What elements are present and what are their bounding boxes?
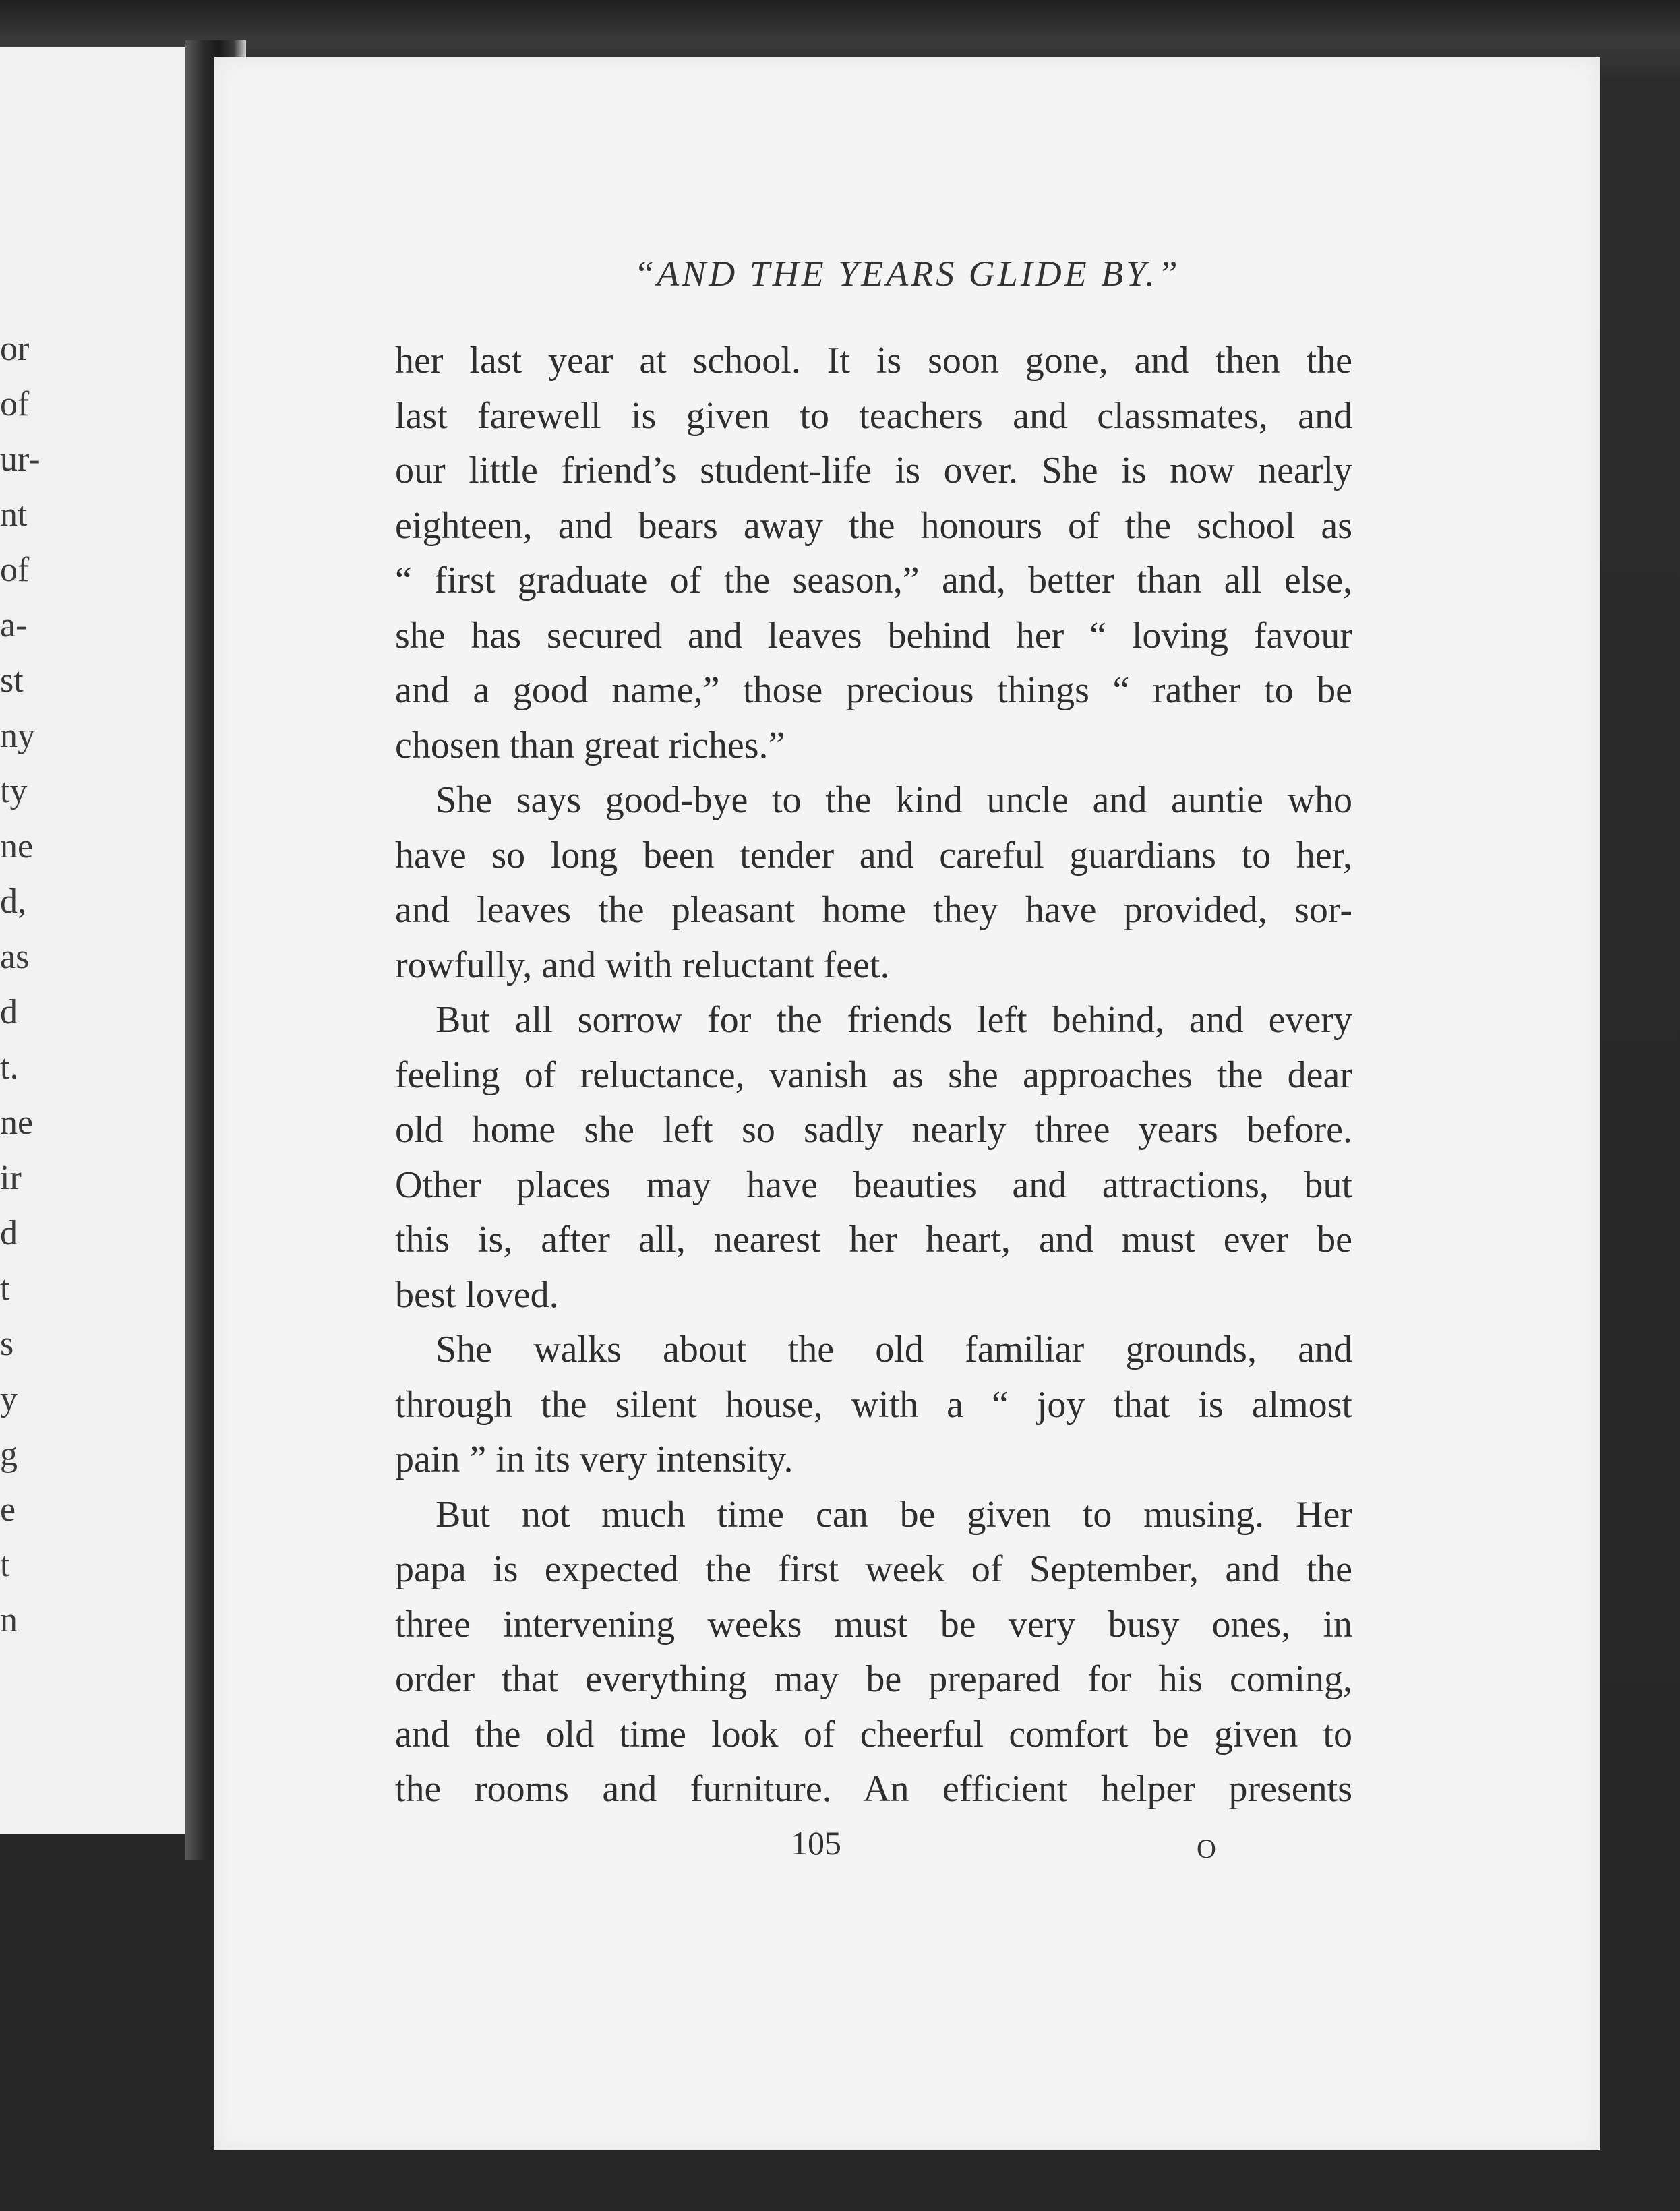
- body-text: [395, 334, 1352, 1817]
- text-line: through the silent house, with a “ joy that is almost: [395, 1383, 1352, 1426]
- left-fragment: a-: [0, 606, 28, 644]
- left-fragment: y: [0, 1380, 18, 1418]
- left-fragment: ir: [0, 1159, 22, 1197]
- left-fragment: e: [0, 1490, 16, 1529]
- left-fragment: nt: [0, 495, 28, 534]
- left-fragment: as: [0, 938, 30, 976]
- signature-mark: O: [1197, 1834, 1216, 1864]
- text-line: pain ” in its very intensity.: [395, 1438, 793, 1480]
- text-line: three intervening weeks must be very busy ones, in: [395, 1603, 1352, 1645]
- text-line: our little friend’s student-life is over. She is now nearly: [395, 450, 1352, 491]
- left-fragment: ne: [0, 1103, 34, 1142]
- left-page-fragment: [0, 47, 185, 1834]
- text-line: rowfully, and with reluctant feet.: [395, 944, 890, 986]
- left-fragment: g: [0, 1435, 18, 1474]
- left-fragment: ty: [0, 772, 28, 810]
- left-fragment: t.: [0, 1048, 19, 1087]
- text-line: She walks about the old familiar grounds, and: [436, 1329, 1352, 1370]
- left-fragment: t: [0, 1546, 10, 1584]
- left-fragment: d: [0, 1214, 18, 1252]
- left-fragment: st: [0, 661, 24, 700]
- left-fragment: ny: [0, 717, 35, 755]
- left-fragment: t: [0, 1269, 10, 1308]
- text-line: But not much time can be given to musing. Her: [436, 1493, 1352, 1536]
- book-page: [214, 57, 1600, 2150]
- text-line: “ first graduate of the season,” and, better than all else,: [395, 559, 1352, 601]
- text-line: and leaves the pleasant home they have provided, sor-: [395, 889, 1352, 931]
- text-line: last farewell is given to teachers and classmates, and: [395, 394, 1352, 437]
- left-fragment: of: [0, 385, 30, 423]
- text-line: papa is expected the first week of September, and the: [395, 1548, 1352, 1590]
- text-line: have so long been tender and careful guardians to her,: [395, 834, 1352, 876]
- text-line: Other places may have beauties and attractions, but: [395, 1163, 1352, 1206]
- page-number: 105: [791, 1824, 841, 1862]
- text-line: old home she left so sadly nearly three years before.: [395, 1109, 1352, 1151]
- text-line: and the old time look of cheerful comfort be given to: [395, 1713, 1352, 1755]
- left-fragment: d: [0, 993, 18, 1031]
- text-line: feeling of reluctance, vanish as she approaches the dear: [395, 1054, 1352, 1096]
- text-line: chosen than great riches.”: [395, 724, 785, 766]
- text-line: the rooms and furniture. An efficient helper presents: [395, 1768, 1352, 1810]
- left-fragment: or: [0, 330, 30, 368]
- text-line: and a good name,” those precious things “ rather to be: [395, 669, 1352, 711]
- left-fragment: ne: [0, 827, 34, 866]
- text-line: best loved.: [395, 1273, 559, 1316]
- left-fragment: of: [0, 551, 30, 589]
- left-fragment: n: [0, 1601, 18, 1639]
- text-line: She says good-bye to the kind uncle and auntie who: [436, 779, 1352, 821]
- left-fragment: ur-: [0, 440, 40, 479]
- text-line: eighteen, and bears away the honours of the school as: [395, 504, 1352, 547]
- text-line: she has secured and leaves behind her “ loving favour: [395, 614, 1352, 657]
- text-line: her last year at school. It is soon gone, and then the: [395, 340, 1352, 382]
- running-head: “AND THE YEARS GLIDE BY.”: [634, 253, 1180, 294]
- text-line: this is, after all, nearest her heart, and must ever be: [395, 1219, 1352, 1261]
- text-line: But all sorrow for the friends left behind, and every: [436, 999, 1352, 1041]
- text-line: order that everything may be prepared for his coming,: [395, 1658, 1352, 1700]
- left-fragment: d,: [0, 882, 26, 921]
- left-fragment: s: [0, 1325, 14, 1363]
